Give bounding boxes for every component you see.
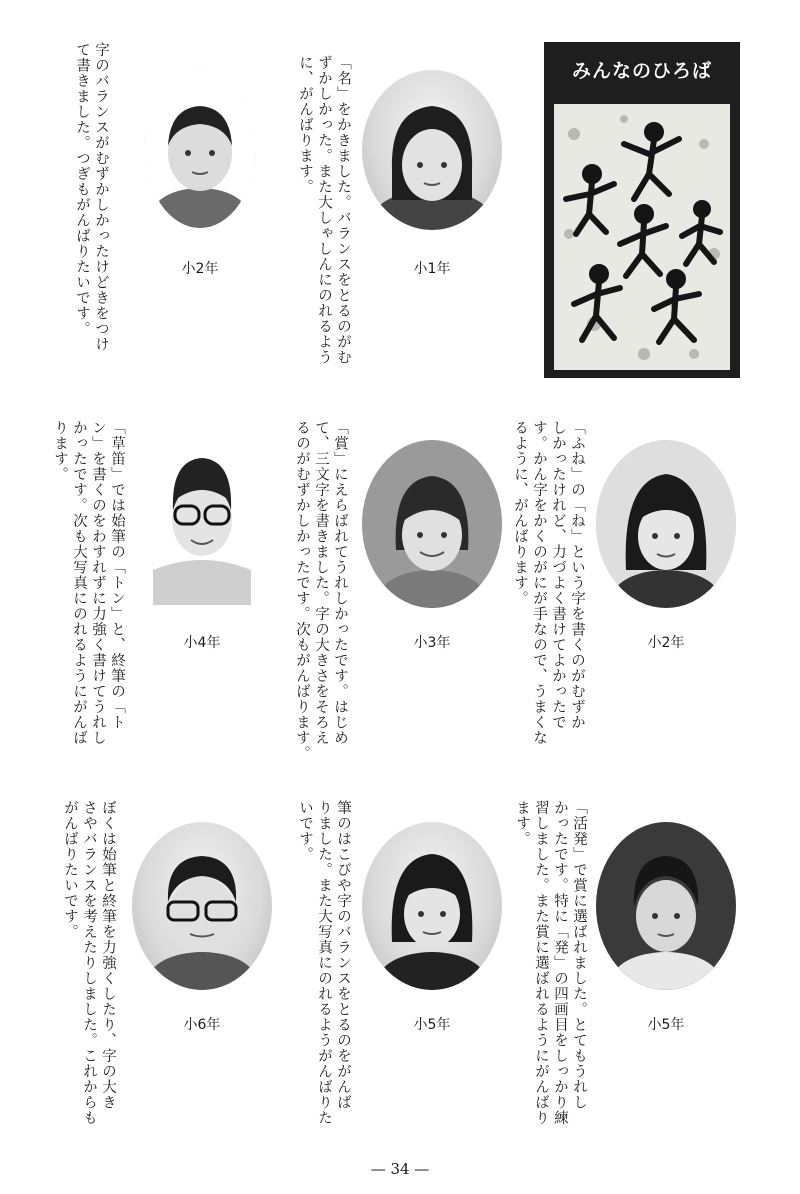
grade-caption: 小5年 — [413, 1017, 451, 1033]
grade-caption: 小2年 — [181, 261, 219, 277]
student-photo — [143, 440, 261, 605]
title-box — [544, 42, 740, 378]
student-photo — [596, 822, 736, 990]
student-photo — [132, 822, 272, 990]
grade-caption: 小6年 — [183, 1017, 221, 1033]
student-photo — [362, 70, 502, 230]
student-photo — [362, 440, 502, 608]
student-photo — [145, 68, 255, 228]
grade-caption: 小3年 — [413, 635, 451, 651]
comment-text: 「名」をかきました。バランスをとるのがむ ずかしかった。また大しゃしんにのれるよう に、がんばります。 — [297, 55, 351, 365]
grade-caption: 小4年 — [183, 635, 221, 651]
section-title: みんなのひろば — [571, 60, 712, 82]
comment-text: 字のバランスがむずかしかったけどきをつけ て書きました。つぎもがんばりたいです。 — [74, 42, 109, 352]
page-number: — 34 — — [370, 1160, 430, 1178]
student-photo — [596, 440, 736, 608]
grade-caption: 小2年 — [647, 635, 685, 651]
rubbing-figures-illustration — [554, 104, 730, 370]
comment-text: 「ふね」の「ね」という字を書くのがむずか しかったけれど、力づよく書けてよかったで す。かん字をかくのがにが手なので、うまくな るように、がんばります。 — [512, 420, 585, 746]
comment-text: 「賞」にえらばれてうれしかったです。はじめ て、三文字を書きました。字の大きさをそろえ るのがむずかしかったです。次もがんばります。 — [294, 420, 348, 761]
grade-caption: 小1年 — [413, 261, 451, 277]
student-photo — [362, 822, 502, 990]
comment-text: 「活発」で賞に選ばれました。とてもうれし かったです。特に「発」の四画目をしっかり練 習しました。また賞に選ばれるようにがんばり ます。 — [514, 800, 587, 1126]
grade-caption: 小5年 — [647, 1017, 685, 1033]
comment-text: 「草笛」では始筆の「トン」と、終筆の「ト ン」を書くのをわすれずに力強く書けてうれし かったです。次も大写真にのれるようにがんば ります。 — [52, 420, 125, 746]
comment-text: 筆のはこびや字のバランスをとるのをがんば りました。また大写真にのれるようがんばりた いです。 — [297, 800, 351, 1126]
comment-text: ぼくは始筆と終筆を力強くしたり、字の大き さやバランスを考えたりしました。これからも がんばりたいです。 — [62, 800, 116, 1126]
